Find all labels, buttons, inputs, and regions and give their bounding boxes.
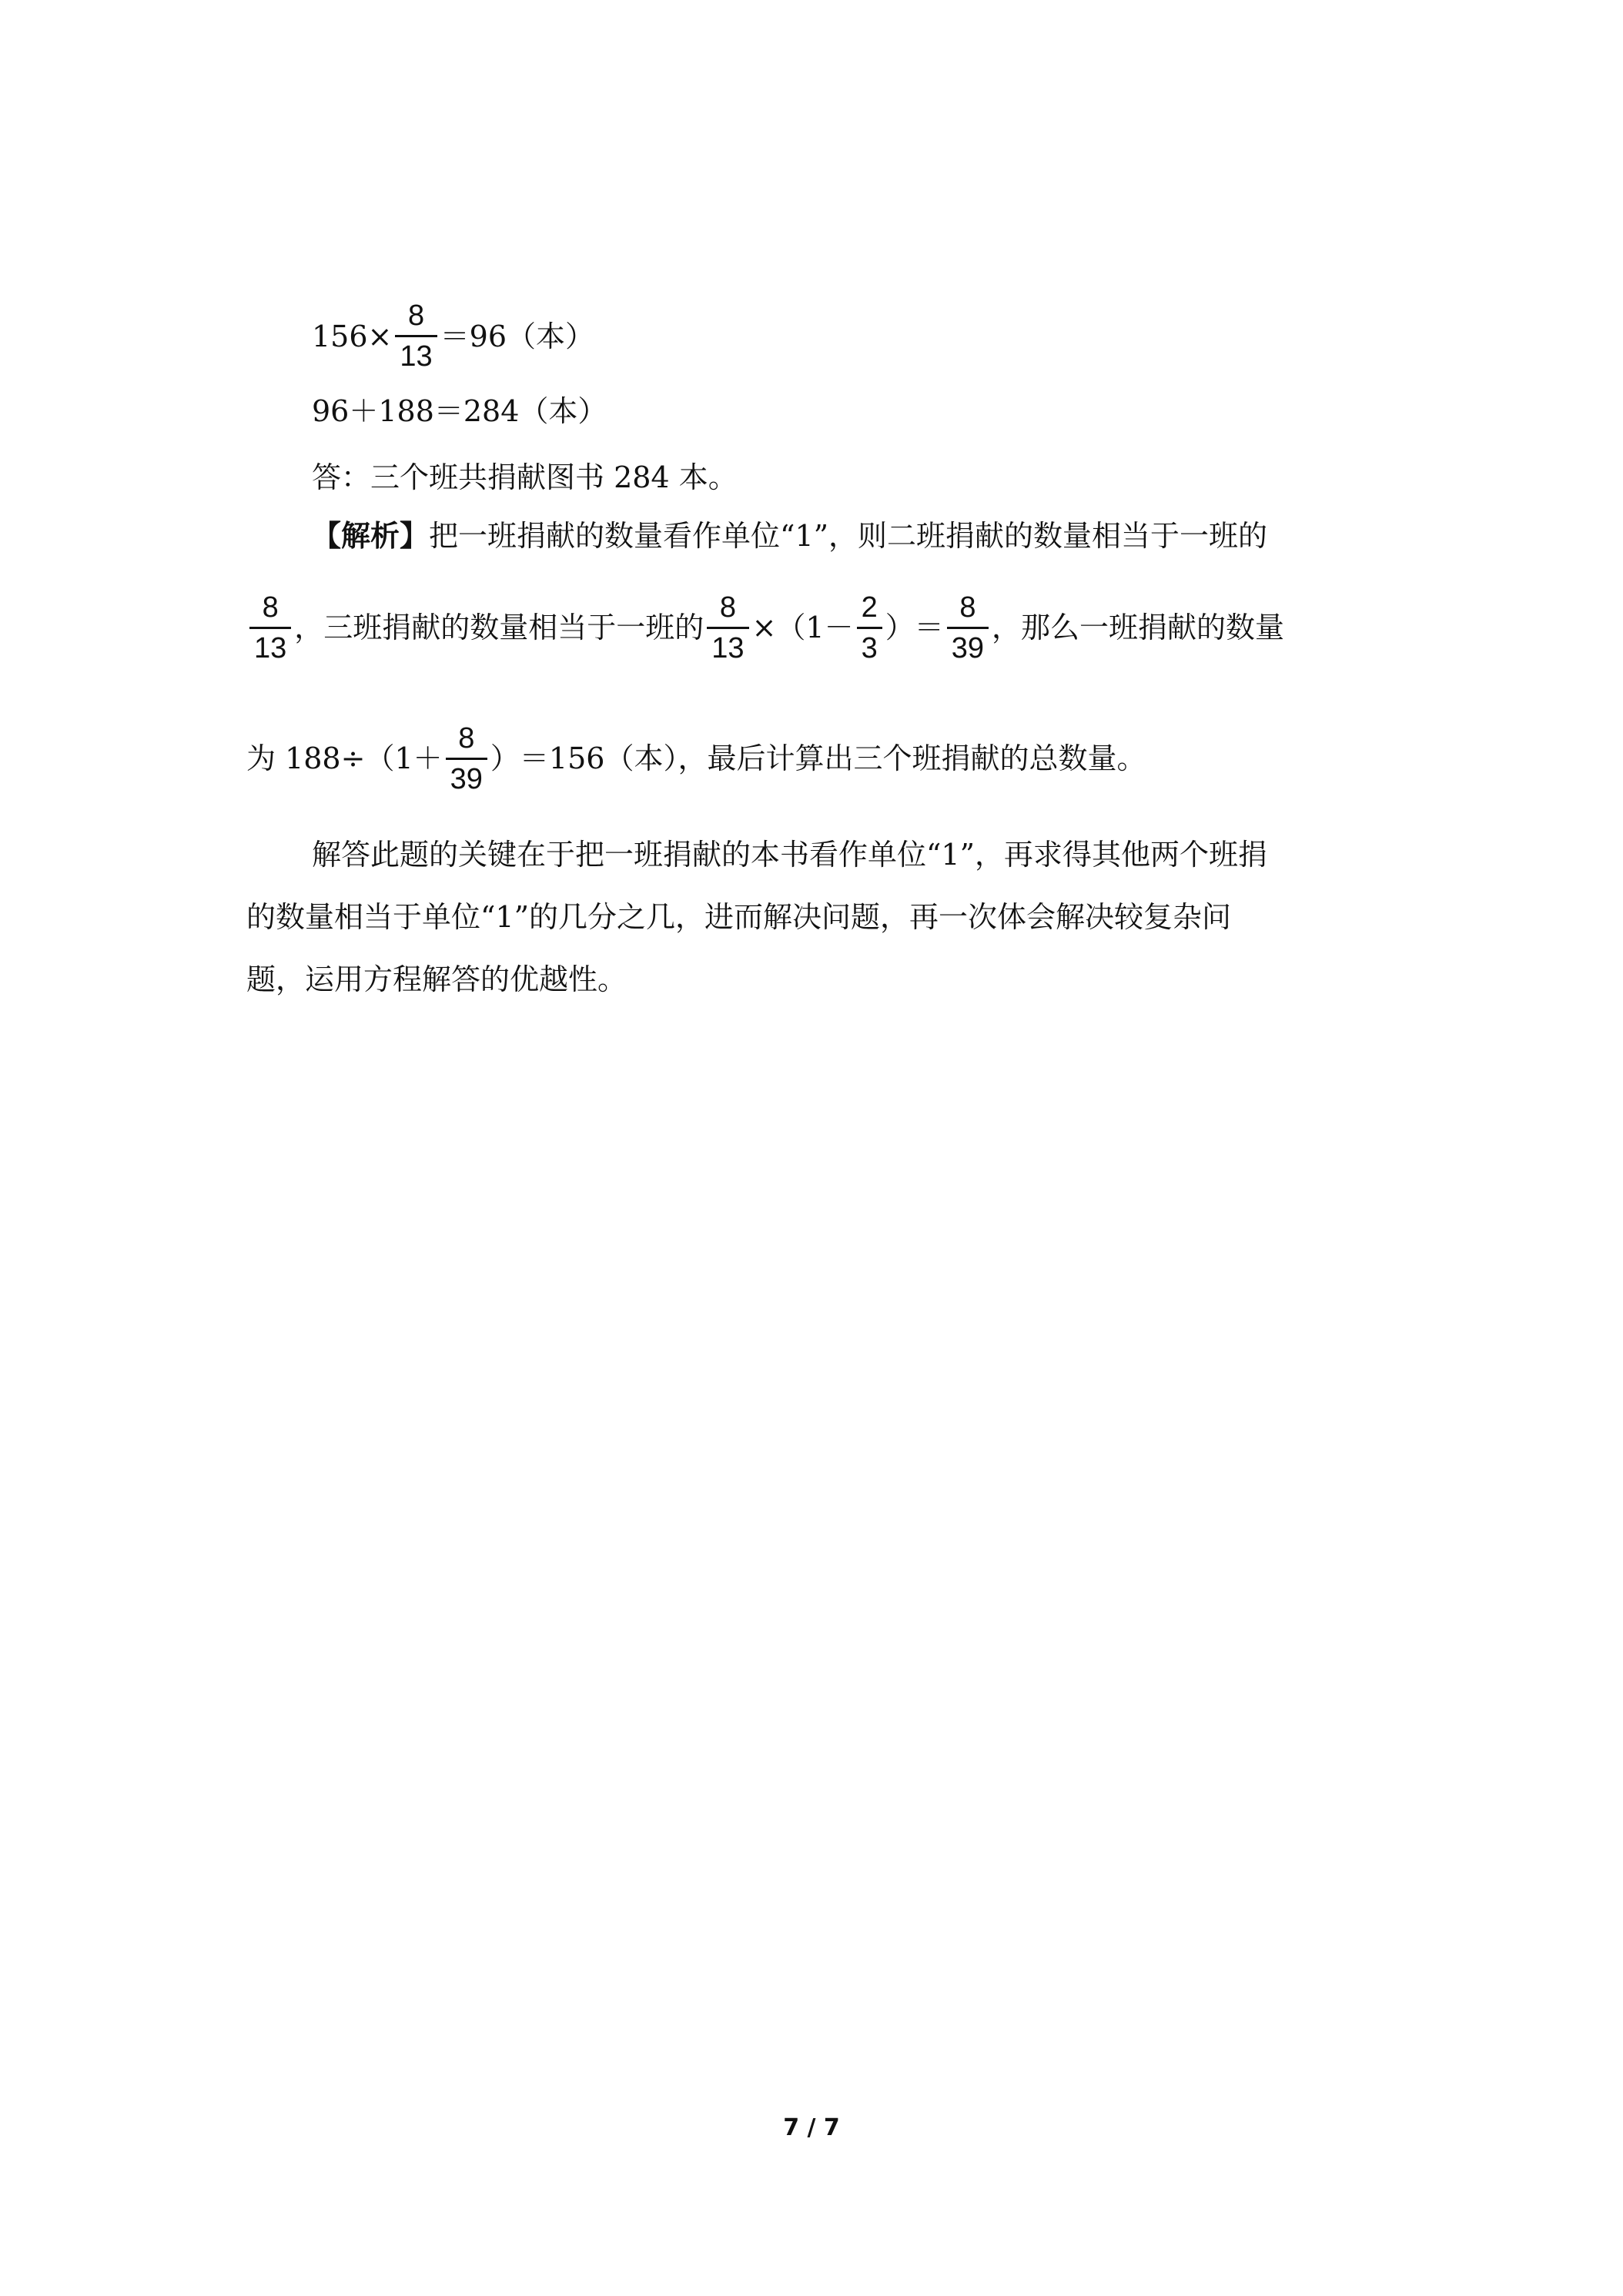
fraction (395, 299, 437, 373)
summary-line-2: 的数量相当于单位“1”的几分之几，进而解决问题，再一次体会解决较复杂问 (246, 900, 1232, 934)
analysis-text-1: 把一班捐献的数量看作单位“1”，则二班捐献的数量相当于一班的 (429, 519, 1268, 553)
fraction-denominator: 13 (707, 627, 748, 665)
analysis-line-1 (312, 517, 1267, 554)
calc-line-2: 96＋188＝284（本） (312, 394, 607, 428)
fraction-denominator: 13 (249, 627, 291, 665)
analysis-text: ）＝156（本），最后计算出三个班捐献的总数量。 (490, 741, 1146, 775)
fraction (249, 591, 291, 665)
answer-line: 答：三个班共捐献图书 284 本。 (312, 460, 738, 494)
summary-line-1: 解答此题的关键在于把一班捐献的本书看作单位“1”，再求得其他两个班捐 (312, 838, 1268, 872)
fraction-denominator: 3 (857, 627, 882, 665)
calc-line-1-right: ＝96（本） (440, 319, 595, 353)
analysis-text: ×（1－ (751, 611, 854, 644)
summary-line-3: 题，运用方程解答的优越性。 (246, 962, 627, 996)
fraction-denominator: 13 (395, 335, 437, 373)
fraction-numerator: 8 (407, 300, 425, 332)
analysis-text: ）＝ (885, 611, 944, 644)
analysis-text: 为 188÷（1＋ (246, 741, 443, 775)
fraction-numerator: 8 (719, 591, 736, 624)
fraction-numerator: 8 (458, 721, 475, 755)
calc-line-1-left: 156× (312, 319, 393, 353)
fraction-numerator: 2 (861, 591, 878, 624)
analysis-line-3 (246, 720, 1146, 797)
fraction (857, 591, 882, 665)
fraction-denominator: 39 (446, 758, 487, 796)
page-number: 7 / 7 (783, 2114, 840, 2141)
fraction-numerator: 8 (959, 591, 976, 624)
analysis-text: ，那么一班捐献的数量 (992, 611, 1285, 644)
calc-line-1 (312, 299, 594, 373)
analysis-text: ，三班捐献的数量相当于一班的 (294, 611, 704, 644)
fraction (707, 591, 748, 665)
fraction (446, 721, 487, 796)
fraction (947, 591, 989, 665)
analysis-label: 【解析】 (312, 518, 430, 553)
fraction-numerator: 8 (262, 591, 279, 624)
analysis-line-2 (246, 589, 1284, 666)
fraction-denominator: 39 (947, 627, 989, 665)
